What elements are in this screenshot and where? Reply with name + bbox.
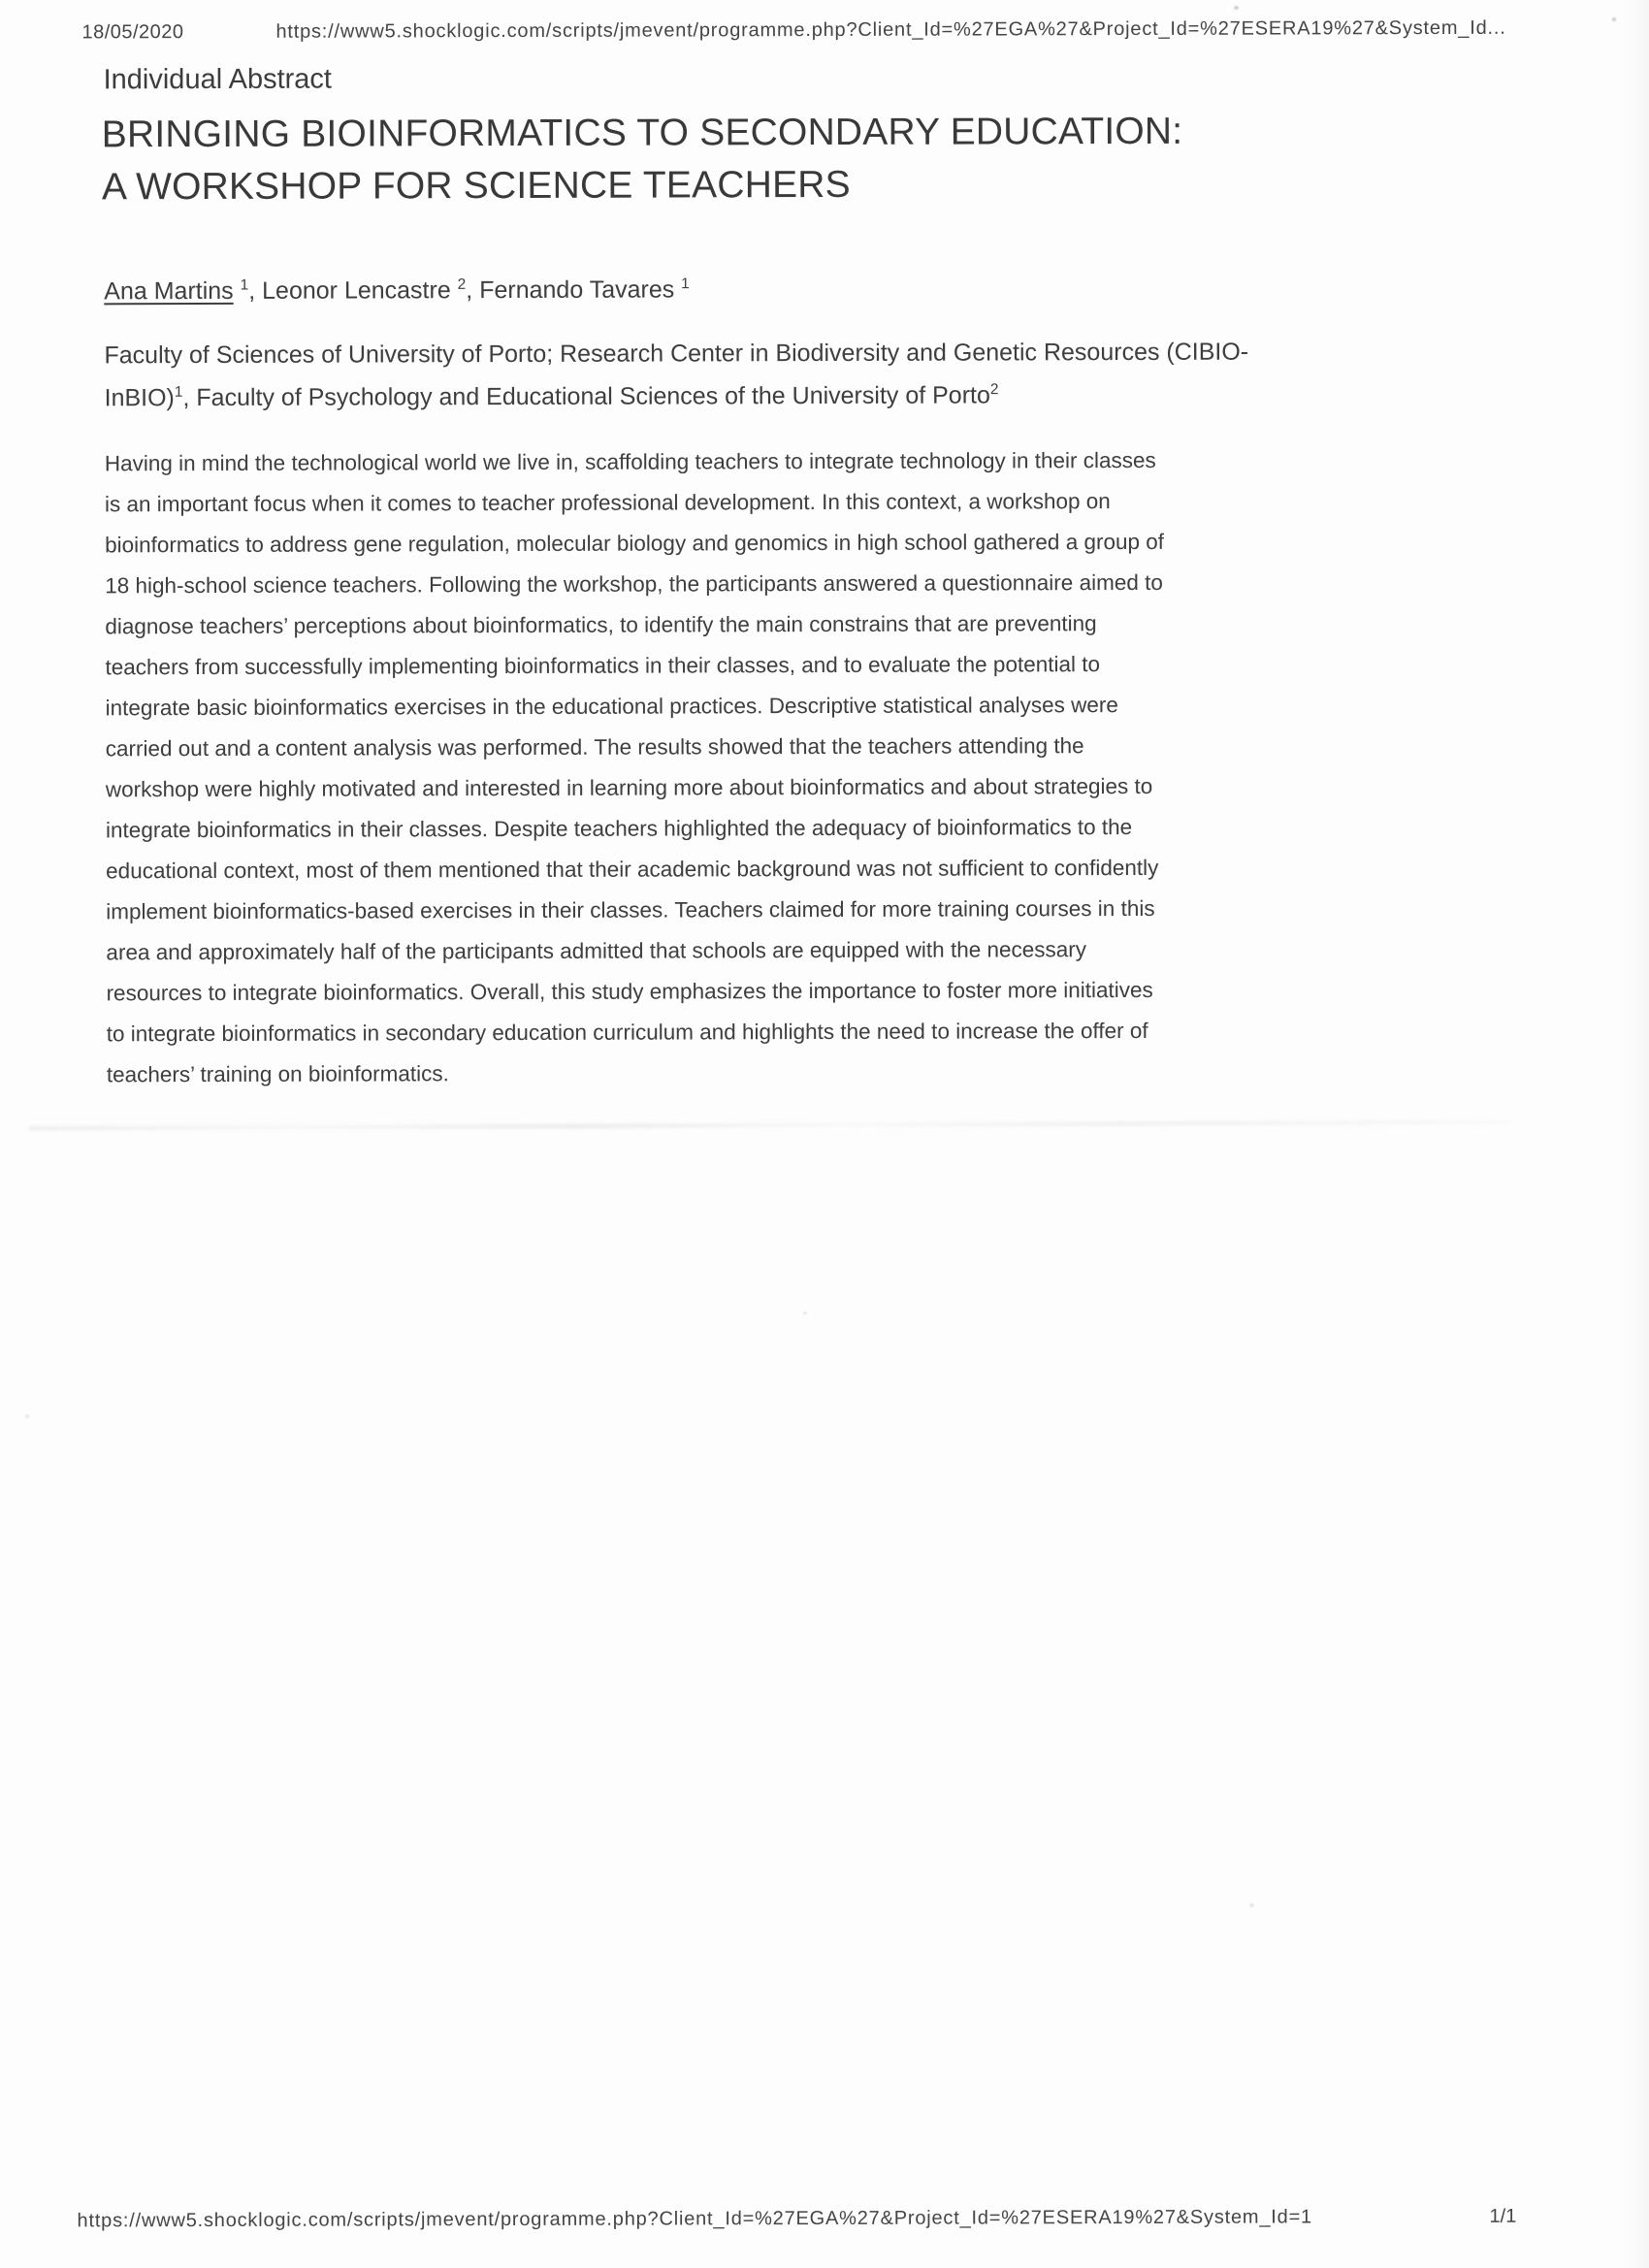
abstract-line: Having in mind the technological world we live in, scaffolding teachers to integrate technology in their classes — [104, 447, 1156, 476]
superscript: 1 — [174, 383, 183, 401]
abstract-line: is an important focus when it comes to teacher professional development. In this context, a workshop on — [104, 489, 1111, 517]
superscript: 2 — [457, 275, 467, 293]
superscript: 2 — [989, 381, 999, 399]
abstract-line: bioinformatics to address gene regulation, molecular biology and genomics in high school gathered a group of — [105, 529, 1165, 558]
abstract-line: 18 high-school science teachers. Following the workshop, the participants answered a questionnaire aimed to — [105, 569, 1163, 599]
abstract-line: carried out and a content analysis was performed. The results showed that the teachers attending the — [105, 733, 1084, 761]
abstract-line: teachers’ training on bioinformatics. — [106, 1061, 449, 1087]
text-segment: , Fernando Tavares — [466, 275, 682, 305]
scan-artifact-speck — [1249, 1903, 1254, 1907]
affiliation-line — [104, 330, 1462, 376]
superscript: 1 — [681, 275, 690, 293]
text-segment: , Faculty of Psychology and Educational Sciences of the University of Porto — [182, 381, 990, 412]
section-label: Individual Abstract — [103, 63, 332, 96]
text-segment: Ana Martins — [104, 276, 234, 306]
scan-artifact-speck — [803, 1312, 807, 1314]
authors-line — [104, 275, 690, 306]
text-segment: InBIO) — [104, 384, 175, 412]
text-segment: Faculty of Sciences of University of Porto; Research Center in Biodiversity and Genetic Resources (CIBIO- — [104, 338, 1249, 370]
scan-artifact-speck — [25, 1414, 29, 1418]
scan-edge-shade — [1624, 0, 1649, 2268]
abstract-body — [105, 439, 1339, 1095]
abstract-line: teachers from successfully implementing bioinformatics in their classes, and to evaluate the potential to — [105, 652, 1101, 680]
scan-artifact-speck — [1612, 17, 1616, 21]
text-segment: , Leonor Lencastre — [248, 276, 458, 305]
page-number: 1/1 — [1489, 2205, 1517, 2227]
abstract-line: area and approximately half of the participants admitted that schools are equipped with the necessary — [106, 937, 1087, 965]
header-url: https://www5.shocklogic.com/scripts/jmevent/programme.php?Client_Id=%27EGA%27&Project_Id=%27ESERA19%27&System_Id... — [275, 16, 1506, 43]
abstract-line: integrate bioinformatics in their classes. Despite teachers highlighted the adequacy of bioinformatics to the — [105, 815, 1133, 843]
abstract-line: implement bioinformatics-based exercises in their classes. Teachers claimed for more training courses in this — [106, 895, 1155, 924]
abstract-line: resources to integrate bioinformatics. Overall, this study emphasizes the importance to foster more initiatives — [106, 977, 1153, 1006]
affiliation-line — [105, 373, 1463, 419]
abstract-line: to integrate bioinformatics in secondary education curriculum and highlights the need to increase the offer of — [106, 1018, 1148, 1047]
abstract-line: educational context, most of them mentioned that their academic background was not sufficient to confidently — [106, 855, 1159, 884]
affiliation-block — [104, 330, 1462, 419]
abstract-line: workshop were highly motivated and interested in learning more about bioinformatics and about strategies to — [105, 773, 1153, 802]
scan-artifact-speck — [1234, 6, 1239, 10]
abstract-line: diagnose teachers’ perceptions about bioinformatics, to identify the main constrains that are preventing — [105, 611, 1097, 639]
abstract-title-line-1: BRINGING BIOINFORMATICS TO SECONDARY EDUCATION: — [101, 110, 1183, 156]
print-date: 18/05/2020 — [81, 21, 184, 44]
superscript: 1 — [240, 276, 249, 294]
abstract-title-line-2: A WORKSHOP FOR SCIENCE TEACHERS — [101, 163, 851, 209]
abstract-title — [102, 106, 1183, 214]
abstract-line: integrate basic bioinformatics exercises in the educational practices. Descriptive statistical analyses were — [105, 693, 1118, 721]
footer-url: https://www5.shocklogic.com/scripts/jmevent/programme.php?Client_Id=%27EGA%27&Project_Id=%27ESERA19%27&System_Id=1 — [77, 2206, 1313, 2232]
